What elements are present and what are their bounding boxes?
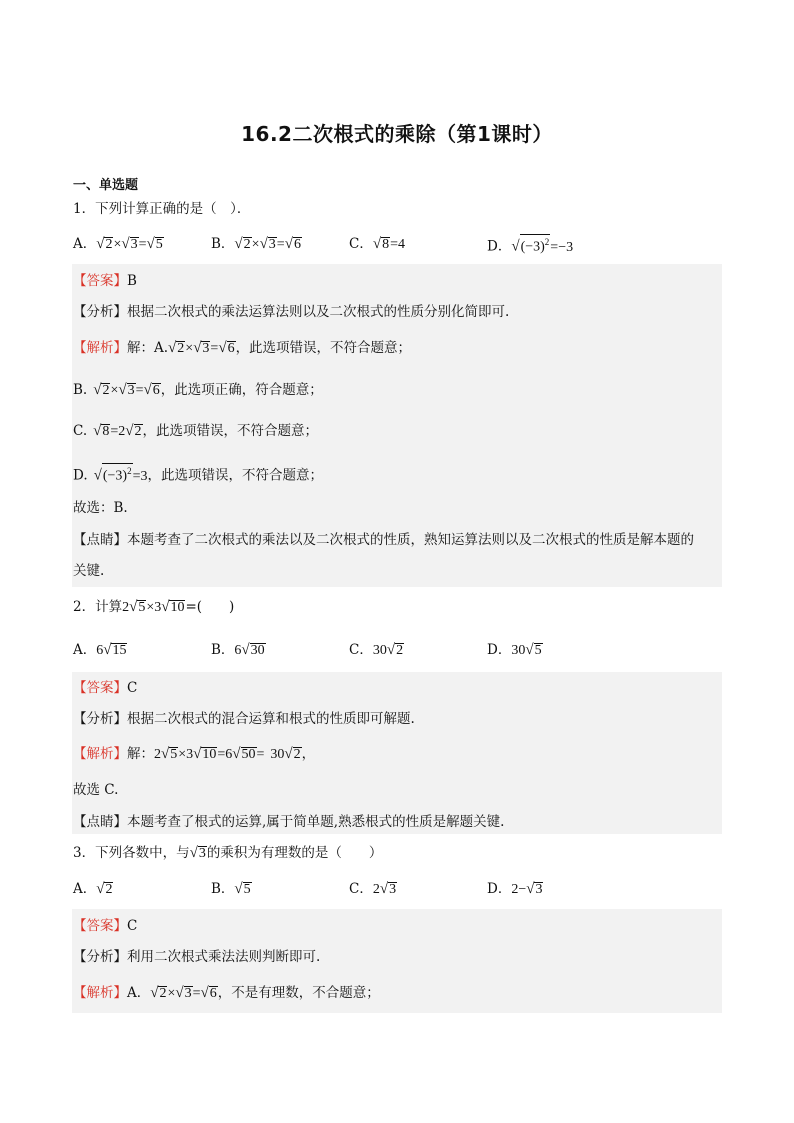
analysis-tag: 【分析】 xyxy=(73,711,127,727)
answer-tag: 【答案】 xyxy=(73,918,127,934)
q1-comment-text: 本题考查了二次根式的乘法以及二次根式的性质，熟知运算法则以及二次根式的性质是解本题的 xyxy=(127,532,694,548)
analysis-tag: 【分析】 xyxy=(73,949,127,965)
q2-final: 故选 C. xyxy=(73,782,119,798)
solution-tag: 【解析】 xyxy=(73,340,127,356)
q2-analysis-text: 根据二次根式的混合运算和根式的性质即可解题. xyxy=(127,711,415,727)
q1-final: 故选：B. xyxy=(73,500,128,516)
q2-answer xyxy=(73,678,137,698)
section-heading: 一、单选题 xyxy=(73,178,139,193)
q3-option-a-letter: A． xyxy=(73,881,97,897)
q3-answer xyxy=(73,916,137,936)
q1-solution-b-text: ，此选项正确，符合题意； xyxy=(160,382,323,398)
q1-analysis xyxy=(73,302,509,322)
q3-option-b-letter: B． xyxy=(211,881,235,897)
q2-option-d: D．30√5 xyxy=(487,642,542,658)
q2-option-d-letter: D． xyxy=(487,642,512,658)
q1-solution-d-prefix: D. xyxy=(73,467,88,484)
q2-answer-value: C xyxy=(127,680,138,696)
q2-option-a-letter: A． xyxy=(73,642,97,658)
q3-analysis-text: 利用二次根式乘法法则判断即可. xyxy=(127,949,321,965)
page-title: 16.2二次根式的乘除（第1课时） xyxy=(241,122,553,146)
q1-stem: 1．下列计算正确的是（ ）． xyxy=(73,201,251,217)
q1-comment-cont: 关键. xyxy=(73,563,105,579)
q1-solution-intro: 解：A. xyxy=(127,340,169,356)
q1-analysis-text: 根据二次根式的乘法运算法则以及二次根式的性质分别化简即可. xyxy=(127,304,510,320)
q1-solution-d-text: ，此选项错误，不符合题意； xyxy=(147,467,324,484)
comment-tag: 【点睛】 xyxy=(73,532,127,548)
q2-stem-suffix: =( ) xyxy=(185,599,235,615)
q2-solution-intro: 解： xyxy=(127,746,154,762)
q2-solution: 【解析】解：2√5×3√10=6√50= 30√2， xyxy=(73,746,316,762)
q3-stem: 3．下列各数中，与√3的乘积为有理数的是（ ） xyxy=(73,845,383,861)
q1-option-c-letter: C． xyxy=(349,236,373,252)
q1-option-d-letter: D． xyxy=(487,238,512,255)
q3-stem-suffix: 的乘积为有理数的是（ ） xyxy=(206,845,383,861)
q2-stem: 2．计算2√5×3√10=( ) xyxy=(73,599,235,615)
q2-comment xyxy=(73,812,504,832)
q1-option-d: D．$√(-3)^2=-3$ xyxy=(487,234,573,258)
q3-solution-intro: A． xyxy=(127,985,151,1001)
q1-solution-c-prefix: C. xyxy=(73,423,88,439)
q2-option-b-letter: B． xyxy=(211,642,235,658)
answer-tag: 【答案】 xyxy=(73,680,127,696)
q1-answer xyxy=(73,271,137,291)
q1-option-a-letter: A． xyxy=(73,236,97,252)
q1-option-c: C．√8=4 xyxy=(349,236,405,252)
q3-option-a: A．√2 xyxy=(73,881,113,897)
q3-option-d: D．2−√3 xyxy=(487,881,543,897)
q1-solution-c: C. √8=2√2，此选项错误，不符合题意； xyxy=(73,423,319,439)
q1-solution-c-text: ，此选项错误，不符合题意； xyxy=(142,423,319,439)
solution-tag: 【解析】 xyxy=(73,746,127,762)
q3-option-d-letter: D． xyxy=(487,881,512,897)
q3-answer-value: C xyxy=(127,918,138,934)
q3-option-c-letter: C． xyxy=(349,881,373,897)
q1-solution-a: 【解析】解：A.√2×√3=√6，此选项错误，不符合题意； xyxy=(73,340,412,356)
q2-option-a: A．6√15 xyxy=(73,642,127,658)
q1-option-b-letter: B． xyxy=(211,236,235,252)
q2-option-b: B．6√30 xyxy=(211,642,265,658)
q3-analysis xyxy=(73,947,320,967)
q3-stem-prefix: 3．下列各数中，与 xyxy=(73,845,190,861)
q3-option-c: C．2√3 xyxy=(349,881,397,897)
q1-solution-b: B. √2×√3=√6，此选项正确，符合题意； xyxy=(73,382,323,398)
q3-solution: 【解析】A．√2×√3=√6，不是有理数，不合题意； xyxy=(73,985,380,1001)
q2-comment-text: 本题考查了根式的运算,属于简单题,熟悉根式的性质是解题关键. xyxy=(127,814,505,830)
q2-solution-end: ， xyxy=(301,746,316,762)
q2-option-c-letter: C． xyxy=(349,642,373,658)
q2-stem-prefix: 2．计算 xyxy=(73,599,123,615)
q1-solution-b-prefix: B. xyxy=(73,382,88,398)
q1-comment xyxy=(73,530,694,550)
comment-tag: 【点睛】 xyxy=(73,814,127,830)
q1-answer-value: B xyxy=(127,273,137,289)
q3-option-b: B．√5 xyxy=(211,881,251,897)
analysis-tag: 【分析】 xyxy=(73,304,127,320)
answer-tag: 【答案】 xyxy=(73,273,127,289)
q2-option-c: C．30√2 xyxy=(349,642,404,658)
solution-tag: 【解析】 xyxy=(73,985,127,1001)
q3-solution-text: ，不是有理数，不合题意； xyxy=(217,985,380,1001)
q2-analysis xyxy=(73,709,415,729)
q1-solution-d: D. $√(-3)^2=3$，此选项错误，不符合题意； xyxy=(73,463,323,487)
q1-solution-a-text: ，此选项错误，不符合题意； xyxy=(235,340,412,356)
q1-option-a: A．√2×√3=√5 xyxy=(73,236,163,252)
q1-option-b: B．√2×√3=√6 xyxy=(211,236,301,252)
